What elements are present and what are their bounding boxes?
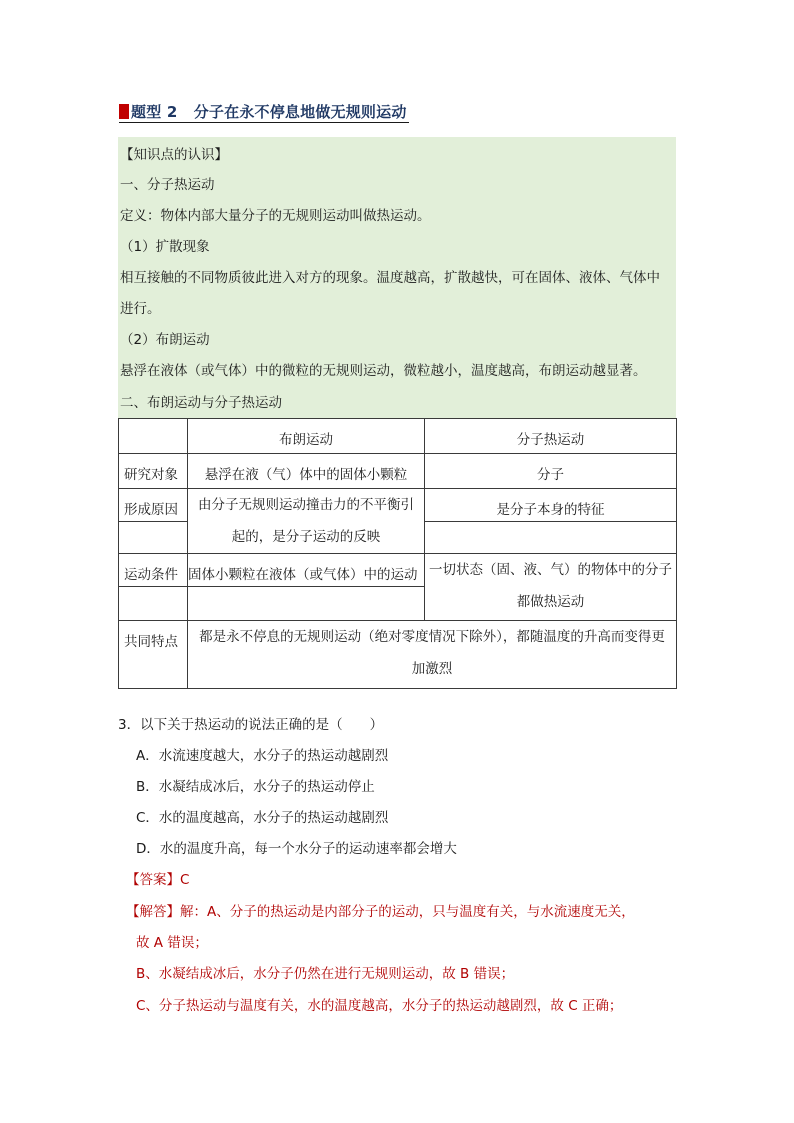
brownian-condition [188, 554, 425, 621]
cell-divider [119, 586, 187, 587]
solution-line-1 [126, 902, 635, 922]
thermal-cause-text: 是分子本身的特征 [496, 502, 605, 518]
diffusion-text-line-1: 相互接触的不同物质彼此进入对方的现象。温度越高，扩散越快，可在固体、液体、气体中 [120, 270, 660, 286]
row-label-common: 共同特点 [119, 621, 188, 689]
comparison-table [118, 418, 677, 689]
section2-heading: 二、布朗运动与分子热运动 [120, 395, 282, 411]
section-heading [119, 100, 409, 123]
brownian-condition-text: 固体小颗粒在液体（或气体）中的运动 [188, 567, 418, 583]
row-label-research-object: 研究对象 [119, 454, 188, 489]
table-header-empty [119, 419, 188, 454]
option-a: A．水流速度越大，水分子的热运动越剧烈 [136, 748, 389, 764]
solution-label: 【解答】 [126, 904, 180, 920]
common-features [188, 621, 677, 689]
common-features-line-1: 都是永不停息的无规则运动（绝对零度情况下除外），都随温度的升高而变得更 [199, 629, 665, 645]
answer-line [126, 870, 189, 890]
question-stem: 3．以下关于热运动的说法正确的是（ ） [118, 717, 384, 733]
cell-divider [119, 521, 187, 522]
table-row [119, 621, 677, 689]
diffusion-heading: （1）扩散现象 [120, 239, 210, 255]
thermal-condition-line-1: 一切状态（固、液、气）的物体中的分子 [429, 562, 672, 578]
answer-value: C [180, 872, 190, 888]
solution-line-4: C、分子热运动与温度有关，水的温度越高，水分子的热运动越剧烈，故 C 正确； [136, 998, 623, 1014]
table-row [119, 489, 677, 554]
section1-heading: 一、分子热运动 [120, 177, 215, 193]
table-header-row [119, 419, 677, 454]
knowledge-box [118, 137, 676, 418]
option-d: D．水的温度升高，每一个水分子的运动速率都会增大 [136, 841, 457, 857]
cell-divider [188, 586, 424, 587]
thermal-condition-line-2: 都做热运动 [516, 594, 585, 610]
brownian-cause-line-2: 起的，是分子运动的反映 [231, 529, 381, 545]
definition-text: 定义：物体内部大量分子的无规则运动叫做热运动。 [120, 208, 431, 224]
brownian-text: 悬浮在液体（或气体）中的微粒的无规则运动，微粒越小，温度越高，布朗运动越显著。 [120, 363, 647, 379]
table-header-thermal: 分子热运动 [425, 419, 677, 454]
option-c: C．水的温度越高，水分子的热运动越剧烈 [136, 810, 389, 826]
solution-line-3: B、水凝结成冰后，水分子仍然在进行无规则运动，故 B 错误； [136, 966, 515, 982]
section-heading-text: 题型 2 分子在永不停息地做无规则运动 [131, 102, 407, 121]
brownian-research-object: 悬浮在液（气）体中的固体小颗粒 [188, 454, 425, 489]
brownian-heading: （2）布朗运动 [120, 332, 210, 348]
option-b: B．水凝结成冰后，水分子的热运动停止 [136, 779, 375, 795]
cell-divider [425, 521, 676, 522]
heading-marker-icon [119, 104, 129, 119]
table-header-brownian: 布朗运动 [188, 419, 425, 454]
row-label-condition [119, 554, 188, 621]
brownian-cause-line-1: 由分子无规则运动撞击力的不平衡引 [198, 497, 414, 513]
answer-label: 【答案】 [126, 872, 180, 888]
thermal-cause [425, 489, 677, 554]
common-features-line-2: 加激烈 [411, 661, 453, 677]
solution-text-1: 解：A、分子的热运动是内部分子的运动，只与温度有关，与水流速度无关， [180, 904, 635, 920]
knowledge-title: 【知识点的认识】 [120, 147, 228, 163]
brownian-cause [188, 489, 425, 554]
row-label-condition-text: 运动条件 [124, 567, 178, 583]
row-label-cause-text: 形成原因 [124, 502, 178, 518]
solution-line-2: 故 A 错误； [136, 935, 208, 951]
thermal-condition [425, 554, 677, 621]
thermal-research-object: 分子 [425, 454, 677, 489]
row-label-cause [119, 489, 188, 554]
diffusion-text-line-2: 进行。 [120, 301, 161, 317]
table-row [119, 554, 677, 621]
table-row [119, 454, 677, 489]
